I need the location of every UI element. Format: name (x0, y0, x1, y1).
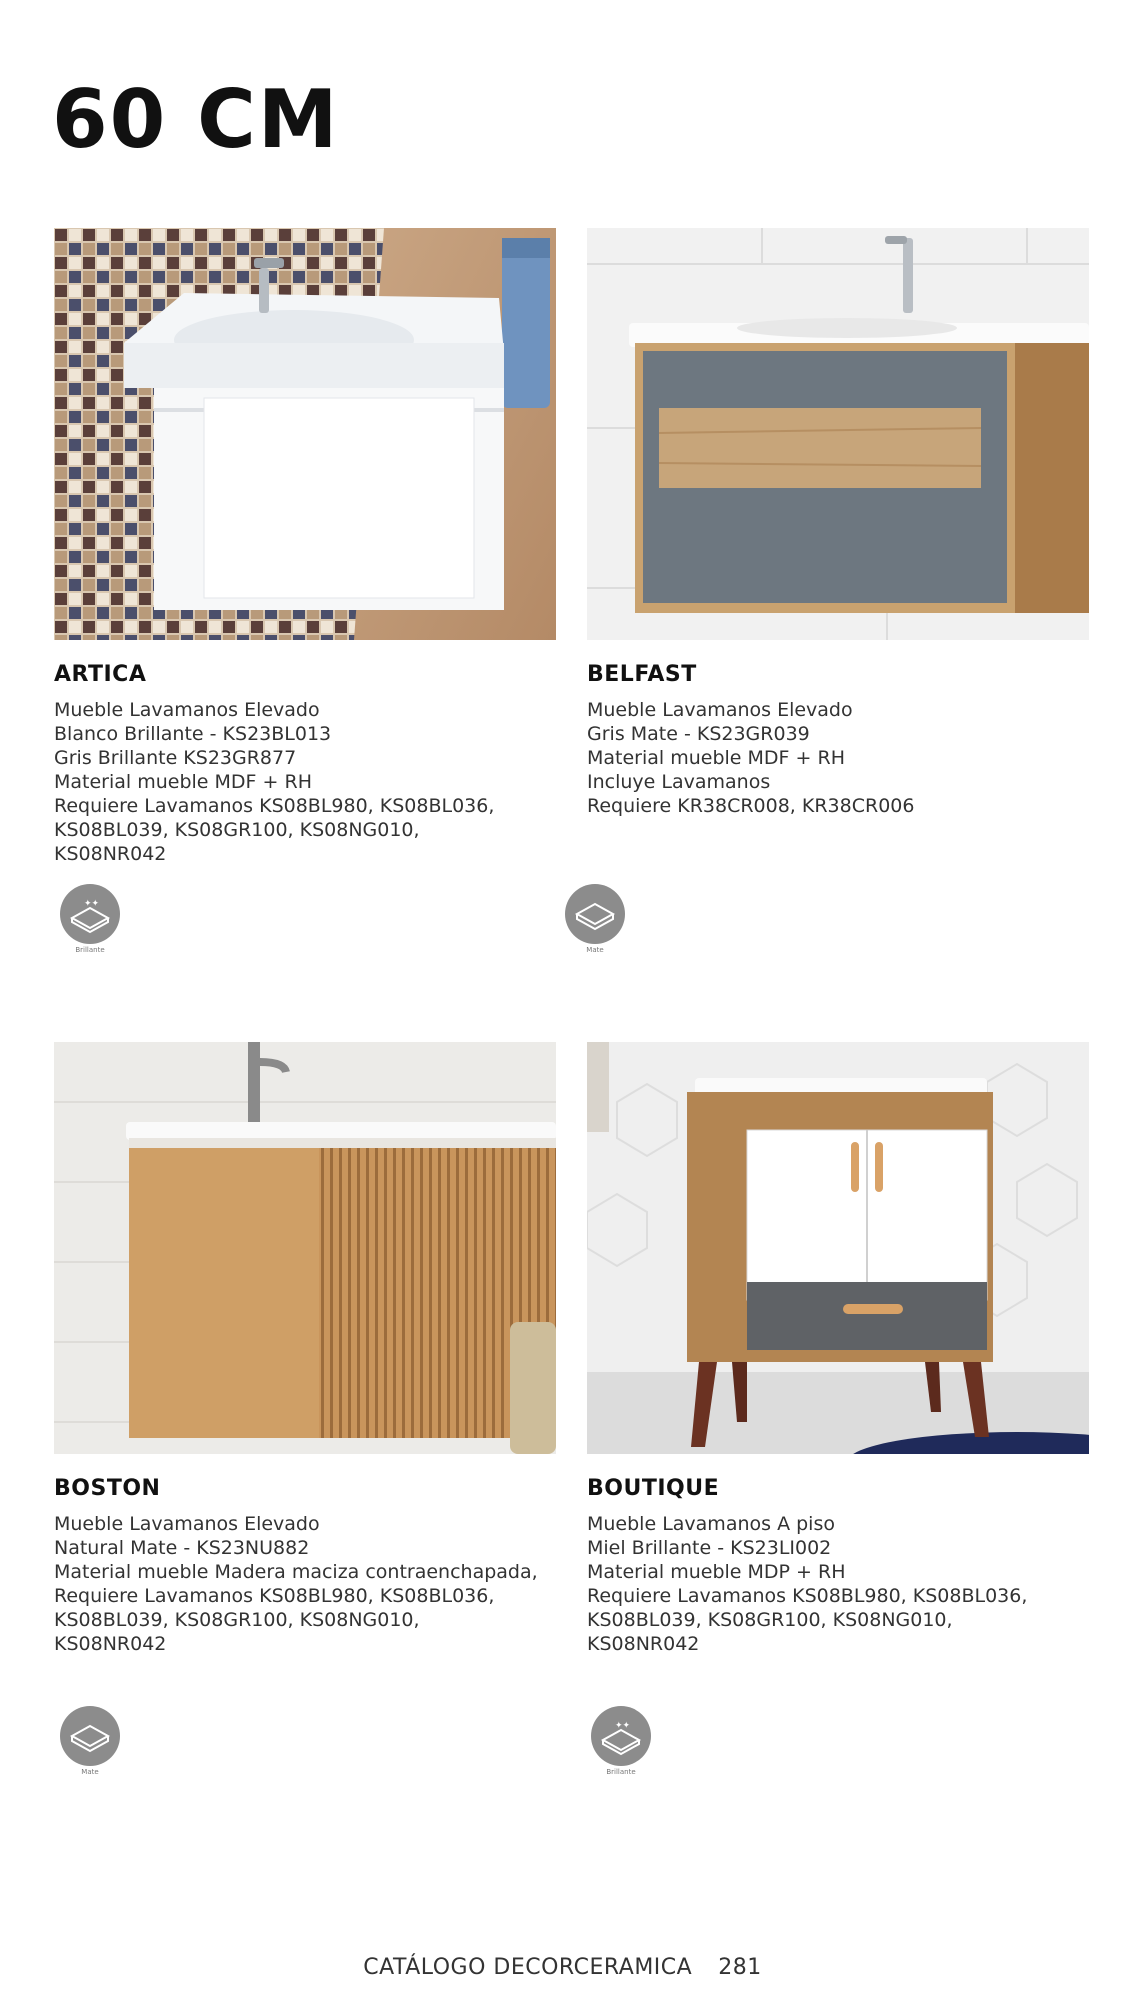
detail-line: Requiere Lavamanos KS08BL980, KS08BL036, (54, 795, 495, 817)
product-details (587, 698, 1107, 818)
svg-text:✦✦: ✦✦ (84, 899, 100, 909)
detail-line: KS08NR042 (54, 1633, 167, 1655)
svg-text:✦✦: ✦✦ (615, 1721, 631, 1731)
detail-line: Requiere Lavamanos KS08BL980, KS08BL036, (54, 1585, 495, 1607)
finish-label: Brillante (75, 946, 105, 954)
matte-finish-icon (565, 884, 625, 944)
detail-line: Gris Mate - KS23GR039 (587, 723, 810, 745)
catalog-name: CATÁLOGO DECORCERAMICA (363, 1955, 693, 1980)
product-photo-boutique (587, 1042, 1089, 1454)
detail-line: Gris Brillante KS23GR877 (54, 747, 297, 769)
product-name: BOUTIQUE (587, 1476, 720, 1501)
detail-line: KS08NR042 (587, 1633, 700, 1655)
page-number: 281 (718, 1955, 762, 1980)
finish-label: Mate (586, 946, 604, 954)
detail-line: Mueble Lavamanos Elevado (587, 699, 853, 721)
product-photo-artica (54, 228, 556, 640)
detail-line: Material mueble Madera maciza contraenchapada, (54, 1561, 538, 1583)
detail-line: Material mueble MDF + RH (54, 771, 312, 793)
detail-line: Requiere Lavamanos KS08BL980, KS08BL036, (587, 1585, 1028, 1607)
matte-finish-icon (60, 1706, 120, 1766)
detail-line: Requiere KR38CR008, KR38CR006 (587, 795, 915, 817)
detail-line: Blanco Brillante - KS23BL013 (54, 723, 332, 745)
product-details (587, 1512, 1107, 1656)
detail-line: Mueble Lavamanos Elevado (54, 1513, 320, 1535)
product-name: BELFAST (587, 662, 697, 687)
page-footer (0, 1955, 1125, 1980)
product-name: ARTICA (54, 662, 147, 687)
finish-label: Mate (81, 1768, 99, 1776)
detail-line: Mueble Lavamanos Elevado (54, 699, 320, 721)
detail-line: Mueble Lavamanos A piso (587, 1513, 835, 1535)
product-photo-belfast (587, 228, 1089, 640)
detail-line: KS08BL039, KS08GR100, KS08NG010, (54, 819, 420, 841)
page-title: 60 CM (52, 73, 340, 166)
detail-line: KS08BL039, KS08GR100, KS08NG010, (54, 1609, 420, 1631)
detail-line: KS08NR042 (54, 843, 167, 865)
detail-line: Material mueble MDP + RH (587, 1561, 846, 1583)
glossy-finish-icon (591, 1706, 651, 1766)
detail-line: Incluye Lavamanos (587, 771, 771, 793)
detail-line: Material mueble MDF + RH (587, 747, 845, 769)
product-name: BOSTON (54, 1476, 161, 1501)
finish-badge (565, 884, 629, 954)
finish-badge (60, 1706, 124, 1776)
detail-line: KS08BL039, KS08GR100, KS08NG010, (587, 1609, 953, 1631)
product-details (54, 698, 574, 866)
product-photo-boston (54, 1042, 556, 1454)
finish-badge (60, 884, 124, 954)
product-details (54, 1512, 574, 1656)
finish-badge (591, 1706, 655, 1776)
detail-line: Miel Brillante - KS23LI002 (587, 1537, 832, 1559)
detail-line: Natural Mate - KS23NU882 (54, 1537, 310, 1559)
finish-label: Brillante (606, 1768, 636, 1776)
glossy-finish-icon (60, 884, 120, 944)
